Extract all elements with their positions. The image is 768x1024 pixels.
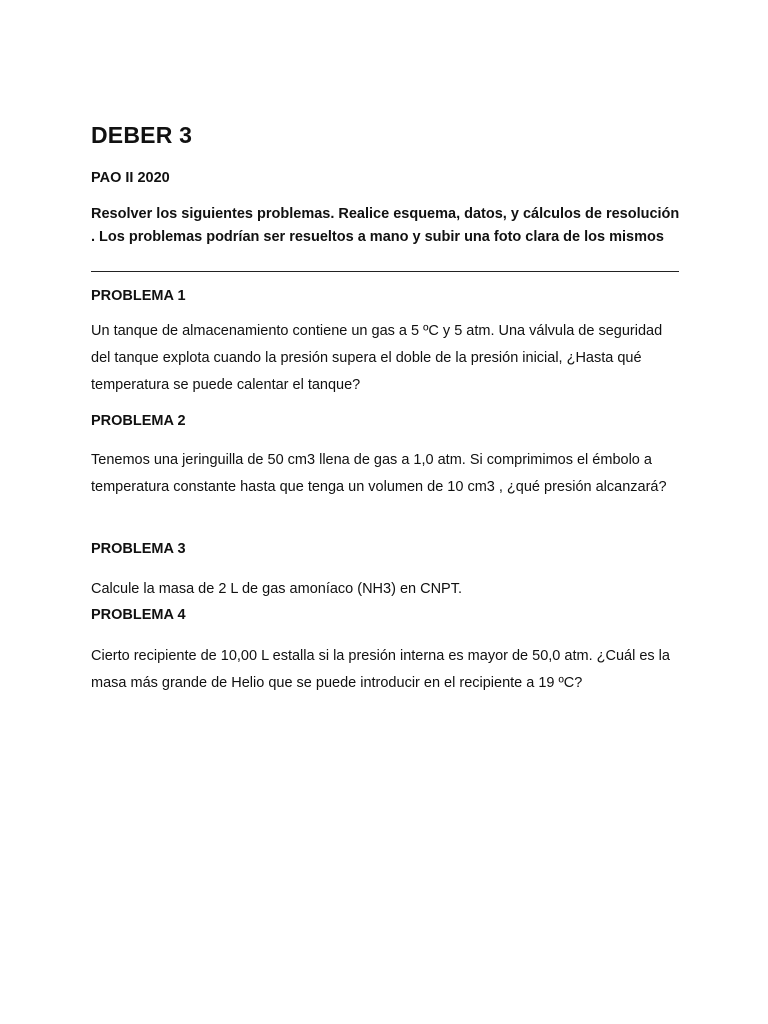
problem-1-text: Un tanque de almacenamiento contiene un gas a 5 ºC y 5 atm. Una válvula de seguridad del tanque explota cuando la presión supera el doble de la presión inicial, ¿Hasta qué temperatura se puede calentar el tanque? <box>91 323 663 393</box>
problem-2-heading: PROBLEMA 2 <box>91 413 186 429</box>
problem-1-heading: PROBLEMA 1 <box>91 288 186 304</box>
problem-4-heading: PROBLEMA 4 <box>91 607 186 623</box>
instructions-text: Resolver los siguientes problemas. Realice esquema, datos, y cálculos de resolución . Los problemas podrían ser resueltos a mano y subir una foto clara de los mismos <box>91 206 680 245</box>
problem-2-text: Tenemos una jeringuilla de 50 cm3 llena de gas a 1,0 atm. Si comprimimos el émbolo a temperatura constante hasta que tenga un volumen de 10 cm3 , ¿qué presión alcanzará? <box>91 452 667 495</box>
document-title: DEBER 3 <box>91 122 193 148</box>
document-subtitle: PAO II 2020 <box>91 170 170 186</box>
horizontal-divider <box>91 271 679 272</box>
problem-3-heading: PROBLEMA 3 <box>91 541 186 557</box>
problem-4-text: Cierto recipiente de 10,00 L estalla si la presión interna es mayor de 50,0 atm. ¿Cuál es la masa más grande de Helio que se puede introducir en el recipiente a 19 ºC? <box>91 648 670 691</box>
problem-3-text: Calcule la masa de 2 L de gas amoníaco (NH3) en CNPT. <box>91 581 463 597</box>
